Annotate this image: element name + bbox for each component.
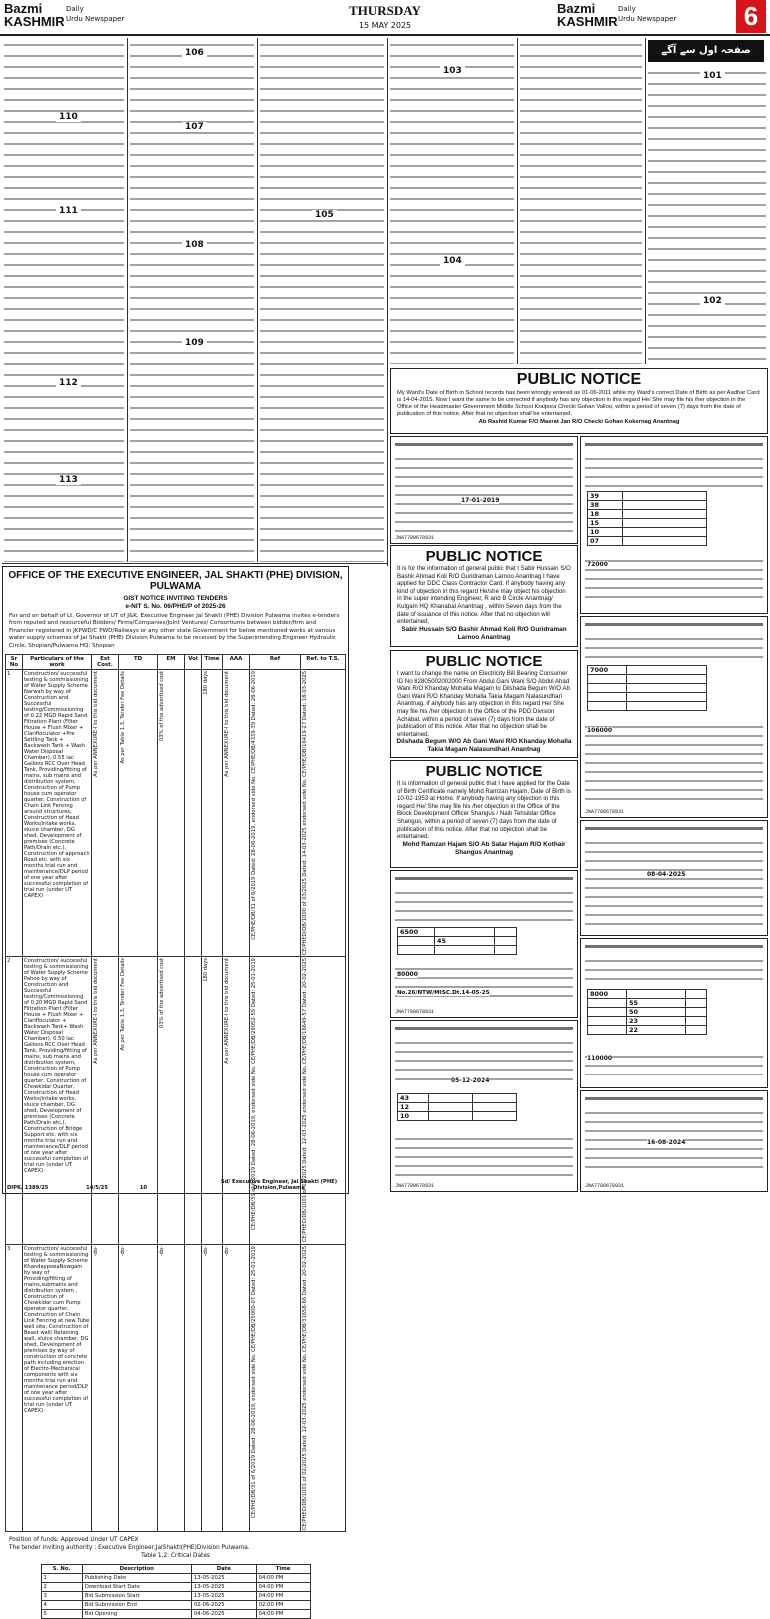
table-cell: 15: [588, 519, 623, 528]
logo-name-top-right: Bazmi: [557, 1, 596, 16]
table-cell: Publishing Date: [82, 1573, 191, 1582]
article-number: 106: [182, 48, 207, 58]
table-cell: CE/PHE/DB/31 of 6/2019 Dated: 28-06-2019, endorsed vide No. CE/PHE/DB/29052-59 Dated: 25-01-2019: [251, 958, 257, 1231]
table-cell: -do-: [93, 1245, 99, 1256]
urdu-notice-box: [390, 1020, 578, 1192]
reference-date: 17-01-2019: [461, 497, 500, 504]
table-cell: CE/PHED/DB/1001 of 02/2025 Dated: 12-03-2025 endorsed vide No. CE/PHE/DB/16649-57 Dated: 20-02-2025: [302, 958, 308, 1243]
urdu-notice-box: [580, 1090, 768, 1192]
table-cell: 1: [6, 670, 23, 957]
column-header: Vol: [185, 655, 202, 670]
table-cell: 13-05-2025: [191, 1573, 256, 1582]
table-cell: Bid Submission End: [82, 1600, 191, 1609]
article-number: 107: [182, 122, 207, 132]
table-cell: 5: [41, 1609, 82, 1618]
table-cell: 43: [398, 1094, 429, 1103]
article-number: 104: [440, 256, 465, 266]
table-cell: -do-: [120, 1245, 126, 1256]
section-title: صفحہ اول سے آگے: [648, 40, 764, 62]
table-cell: 23: [627, 1017, 686, 1026]
table-row: [6, 670, 346, 957]
urdu-text-column: [520, 38, 642, 364]
table-cell: As per ANNEXURE-I to this bid document: [93, 671, 99, 777]
tender-nit-number: e-NIT S. No. 06/PHE/P of 2025-26: [125, 603, 226, 610]
footer-number: 10: [139, 1185, 148, 1191]
masthead-right-tag: [618, 4, 676, 24]
table-cell: 02:00 PM: [256, 1600, 310, 1609]
section-rule: [2, 563, 387, 564]
table-cell: 6500: [398, 928, 435, 937]
logo-name-bottom: KASHMIR: [4, 14, 65, 29]
urdu-notice-box: [580, 820, 768, 936]
column-header: Date: [191, 1564, 256, 1573]
tender-authority: The tender inviting authority : Executive Engineer,JalShakti(PHE)Division Pulwama.: [9, 1544, 250, 1551]
urdu-notice-box: [580, 616, 768, 818]
column-header: Time: [256, 1564, 310, 1573]
daily-label-right: Daily: [618, 5, 636, 13]
table-cell: 18: [588, 510, 623, 519]
table-cell: 180 days: [203, 671, 209, 695]
table-cell: Construction/ successful testing & commissioning of Water Supply Scheme KhandaypoeaNowgam by way of Providing/fitting of mains,submains and distribution system , Construction of Chowkidar cum Pump operator quarter, Construction of Chain Link Fencing at new Tube well site, Construction of Beast wall/ Retaining wall, sluice chamber, DG shed, Development of premises by way of construction of concrete path including erection of Electro-Mechanical components with six months trial run and maintenance period/DLP of one year after successful completion of trial run (under UT CAPEX): [23, 1244, 92, 1531]
table-cell: -do-: [203, 1245, 209, 1256]
table-cell: -do-: [224, 1245, 230, 1256]
notice-title: PUBLIC NOTICE: [425, 763, 543, 780]
tender-table: [5, 654, 346, 1532]
dates-caption: Table 1.2: Critical Dates: [141, 1552, 210, 1559]
amount: 72000: [587, 561, 608, 568]
table-cell: 39: [588, 492, 623, 501]
column-header: Description: [82, 1564, 191, 1573]
urdu-notice-box: [580, 436, 768, 614]
urdu-text-column: [390, 38, 514, 364]
table-cell: Bid Opening: [82, 1609, 191, 1618]
table-cell: Download Start Date: [82, 1582, 191, 1591]
column-rule: [387, 38, 388, 566]
table-cell: Construction/ successful testing & commissioning of Water Supply Scheme Pahoo by way of Construction and Successful testing/Commissioning of 0.20 MGD Rapid Sand Filtration Plant (Filter House + Flush Mixer + Clarifloculator + Backwash Tank+ Wash Water Disposal Chamber), 0.50 lac Gallons RCC Over Head Tank, Providing/fitting of mains, sub mains and distribution system, Construction of Pump house cum operator quarter, Construction of Chowkidar Quarter, Construction of Head Works/intake works, sluice chamber, DG shed, Development of premises (Concrete Path/Drain etc.), Construction of Bridge Support etc. with six months trial run and maintenance/DLP period of one year after successful completion of trial run (under UT CAPEX): [23, 957, 92, 1244]
table-cell: As per ANNEXURE-I to this bid document: [224, 671, 230, 777]
table-cell: 12: [398, 1103, 429, 1112]
column-header: EM: [158, 655, 185, 670]
tender-footer: [7, 1179, 344, 1191]
ad-code: JNA7780678931: [585, 1183, 625, 1189]
notice-signature: Ab Rashid Kumar F/O Masrat Jan R/O Checki Gohan Kokernag Anantnag: [478, 419, 680, 425]
table-row: [41, 1591, 310, 1600]
table-cell: 7000: [588, 666, 627, 675]
table-cell: 04:00 PM: [256, 1573, 310, 1582]
reference-date: 05-12-2024: [451, 1077, 490, 1084]
column-rule: [257, 38, 258, 562]
table-cell: 50: [627, 1008, 686, 1017]
urdu-table: [587, 665, 707, 711]
table-cell: 3: [6, 1244, 23, 1531]
reference-date: 08-04-2025: [647, 871, 686, 878]
table-cell: As per Table 1.3, Tender Fee Details: [120, 671, 126, 764]
table-cell: As per Table 1.3, Tender Fee Details: [120, 958, 126, 1051]
tender-intro: For and on behalf of Lt. Governor of UT of J&K, Executive Engineer Jal Shakti (PHE) Division Pulwama invites e-tenders from reputed and resourceful Bidders/ Firms/Companies/Joint Ventures/ Consortiums between bidder/firm and Financier registered in JKPWD/C PWD/Railways or any other state Government for below mentioned works at various water supply schemes of Jal Shakti (PHE) Division Pulwama to be received by the Superintending Engineer Hydraulic Circle, Shopian/Pulwama HQ: Shopian: [9, 613, 340, 649]
urdu-table: [397, 1093, 517, 1121]
table-cell: CE/PHED/DB/1000 of 03/2025 Dated: 14-03-2025 endorsed vide No. CE/PHE/DB/16419-27 Dated: 18-03-2025: [302, 671, 308, 956]
table-cell: 22: [627, 1026, 686, 1035]
masthead: [0, 0, 770, 36]
article-number: 102: [700, 296, 725, 306]
table-cell: 13-05-2025: [191, 1591, 256, 1600]
funds-position: Position of funds: Approved Under UT CAPEX: [9, 1536, 139, 1543]
table-row: [41, 1573, 310, 1582]
footer-signature: Sd/ Executive Engineer, Jal Shakti (PHE) Division,Pulwama: [220, 1179, 338, 1191]
urdu-table: [587, 491, 707, 546]
urdu-notice-box: [390, 870, 578, 1018]
table-cell: 45: [435, 937, 495, 946]
table-cell: Bid Submission Start: [82, 1591, 191, 1600]
table-cell: 03% of the advertised cost: [159, 671, 165, 741]
table-cell: 10: [398, 1112, 429, 1121]
reference-number: No.26/NTW/MISC.Dt.14-05-25: [397, 990, 490, 996]
table-row: [6, 957, 346, 1244]
table-cell: 07: [588, 537, 623, 546]
logo-name-top: Bazmi: [4, 1, 43, 16]
table-cell: 2: [41, 1582, 82, 1591]
column-header: Ref. to T.S.: [301, 655, 346, 670]
article-number: 108: [182, 240, 207, 250]
dipk-code: DIPK/ 1389/25: [7, 1185, 49, 1191]
date-label: 15 MAY 2025: [358, 21, 412, 30]
notice-body: It is information of general public that I have applied for the Date of Birth Certificate namely Mohd Ramzan Hajam, Date of Birth is 10-02-1953 at Home. If anybody having any objection in this regard He/ She may file his /her objection in the Office of the Block Development Officer Shangus / Naib Tehsildar Office Shangus, within a period of seven (7) days from the date of publication of this notice. After that no objection shall be entertained.: [397, 780, 571, 841]
table-cell: As per ANNEXURE-I to this bid document: [224, 958, 230, 1065]
footer-date: 14/5/25: [86, 1185, 108, 1191]
article-number: 103: [440, 66, 465, 76]
notice-signature: Dilshada Begum W/O Ab Gani Wani R/O Khanday Mohalla Takia Magam Nalasundhari Anantnag: [396, 738, 572, 754]
table-cell: 55: [627, 999, 686, 1008]
day-label: THURSDAY: [349, 3, 421, 18]
table-cell: 8000: [588, 990, 627, 999]
table-cell: 2: [6, 957, 23, 1244]
table-cell: CE/PHED/DB/1001 of 02/2025 Dated: 12-03-2025 endorsed vide No. CE/PHE/DB/31658-66 Dated: 20-02-2025: [302, 1245, 308, 1530]
notice-signature: Mohd Ramzan Hajam S/O Ab Satar Hajam R/O Kothair Shangus Anantnag: [402, 840, 566, 856]
tender-title: OFFICE OF THE EXECUTIVE ENGINEER, JAL SHAKTI (PHE) DIVISION, PULWAMA: [8, 570, 343, 592]
column-header: Ref: [250, 655, 301, 670]
notice-body: It is for the information of general public that I Sabir Hussain S/O Bashir Ahmad Koli R/O Guridraman Larnoo Anantnag I have applied for DDC Class Contractor Card. If anybody having any kind of objection in this regard He/she may object his objection in the super intending Engineer, R and B Circle Anantnag/ Kulgam HQ Khanabal Anantnag , within Seven days from the date of issuance of this notice. After that no objection will entertained.: [397, 565, 571, 626]
column-header: Particulars of the work: [23, 655, 92, 670]
table-cell: 03% of the advertised cost: [159, 958, 165, 1029]
column-rule: [517, 38, 518, 364]
logo-name-bottom-right: KASHMIR: [557, 14, 618, 29]
article-number: 112: [56, 378, 81, 388]
article-number: 101: [700, 71, 725, 81]
type-label-right: Urdu Newspaper: [618, 15, 677, 23]
table-cell: 3: [41, 1591, 82, 1600]
table-cell: -do-: [159, 1245, 165, 1256]
urdu-table: [587, 989, 707, 1035]
article-number: 110: [56, 112, 81, 122]
table-cell: CE/PHE/DB/31 of 6/2019 Dated: 28-06-2019, endorsed vide No. CE/PHE/DB/25000-07 Dated: 25-01-2019: [251, 1245, 257, 1518]
urdu-notice-box: [580, 938, 768, 1088]
table-cell: 13-05-2025: [191, 1582, 256, 1591]
amount: 80000: [397, 971, 418, 978]
public-notice: [390, 650, 578, 758]
urdu-text-column: [260, 38, 384, 562]
table-cell: 04:00 PM: [256, 1609, 310, 1618]
column-header: Sr No: [6, 655, 23, 670]
column-rule: [645, 38, 646, 364]
article-number: 109: [182, 338, 207, 348]
table-cell: 04:00 PM: [256, 1582, 310, 1591]
notice-title: PUBLIC NOTICE: [516, 371, 642, 388]
urdu-text-column: [130, 38, 254, 562]
table-row: [6, 1244, 346, 1531]
page-number: 6: [736, 0, 766, 33]
reference-date: 16-08-2024: [647, 1139, 686, 1146]
amount: 110000: [587, 1055, 613, 1062]
tender-notice: [2, 566, 349, 1617]
table-cell: 04:00 PM: [256, 1591, 310, 1600]
table-row: [41, 1600, 310, 1609]
ad-code: JNA7780678931: [395, 1009, 435, 1015]
table-cell: 4: [41, 1600, 82, 1609]
notice-title: PUBLIC NOTICE: [425, 548, 543, 565]
column-header: Time: [202, 655, 223, 670]
column-header: AAA: [223, 655, 250, 670]
table-cell: Construction/ successful testing & commissioning of Water Supply Scheme Narwah by way of Construction and Successful testing/Commissioning of 0.22 MGD Rapid Sand Filtration Plant (Filter House + Flush Mixer + Clarifloculator +Pre Settling Tank + Backwash Tank + Wash Water Disposal Chamber), 0.55 lac Gallons RCC Over Head Tank, Providing/fitting of mains, sub mains and distribution system, Construction of Pump house cum operator quarter, Construction of Chain Link Fencing around structures, Construction of Head Works/intake works, sluice chamber, DG shed, Development of premises (Concrete Path/Drain etc.), Construction of approach Road etc. with six months trial run and maintenance/DLP period of one year after successful completion of trial run (under UT CAPEX): [23, 670, 92, 957]
table-cell: 38: [588, 501, 623, 510]
public-notice: [390, 760, 578, 868]
table-row: [41, 1609, 310, 1618]
daily-label: Daily: [66, 5, 84, 13]
urdu-text-column: [648, 66, 766, 364]
article-number: 113: [56, 475, 81, 485]
article-number: 105: [312, 210, 337, 220]
notice-body: My Ward's Date of Birth in School records has been wrongly entered as 01-06-2011 while my Ward's correct Date of Birth as per Aadhar Card is 14-04-2015. Now I want the same to be corrected if anybody has any objection in this regard He/ She may file his /her objection in the Office of the Headmaster Government Middle School Kralpora Checki Gohan Valloo, within a period of seven (7) days from the date of publication of this notice. After that no objection shall be entertained.: [397, 390, 760, 417]
type-label: Urdu Newspaper: [66, 15, 125, 23]
public-notice: [390, 545, 578, 647]
ad-code: JNA7780678931: [585, 809, 625, 815]
table-cell: 04-06-2025: [191, 1609, 256, 1618]
table-cell: 02-06-2025: [191, 1600, 256, 1609]
amount: 106000: [587, 727, 613, 734]
critical-dates-table: [41, 1564, 311, 1619]
ad-code: JNA7780678931: [395, 535, 435, 541]
tender-subtitle: GIST NOTICE INVITING TENDERS: [123, 595, 228, 602]
table-cell: As per ANNEXURE-I to this bid document: [93, 958, 99, 1065]
table-cell: 10: [588, 528, 623, 537]
table-cell: 180 days: [203, 958, 209, 983]
column-header: Est Cost.: [92, 655, 119, 670]
masthead-dateline: [345, 3, 425, 30]
table-row: [41, 1582, 310, 1591]
ad-code: JNA7780678931: [395, 1183, 435, 1189]
public-notice: [390, 368, 768, 434]
urdu-table: [397, 927, 517, 955]
masthead-right-logo: [557, 2, 618, 28]
column-header: S. No.: [41, 1564, 82, 1573]
article-number: 111: [56, 206, 81, 216]
table-cell: CE/PHE/DB/31 of 6/2019 Dated: 28-06-2019, endorsed vide No. CE/PHE/DB/4339-39 Dated: 28-06-2019: [251, 671, 257, 940]
notice-signature: Sabir Hussain S/O Bashir Ahmad Koli R/O Guridraman Larnoo Anantnag: [401, 625, 567, 641]
urdu-notice-box: [390, 436, 578, 544]
column-rule: [127, 38, 128, 562]
table-cell: 1: [41, 1573, 82, 1582]
notice-body: I want to change the name on Electricity Bill Bearing Consumer ID No 82805002002000 From Abdul Gani Wani S/O Abdul Ahad Wani R/O Khanday Mohalla Magam to Dilshada Begum W/O Ab Gani Wani R/O Khanday Mohalla Takia Magam Nalasundhari Anantnag, if anybody has any objection in this regard He/ She may file his /her objection in the Office of the PDD Division Achabal, within a period of seven (7) days from the date of publication of this notice. After that no objection shall be entertained.: [397, 670, 570, 738]
notice-title: PUBLIC NOTICE: [425, 653, 543, 670]
masthead-left-tag: [66, 4, 124, 24]
column-header: TD: [119, 655, 158, 670]
masthead-left-logo: [4, 2, 65, 28]
